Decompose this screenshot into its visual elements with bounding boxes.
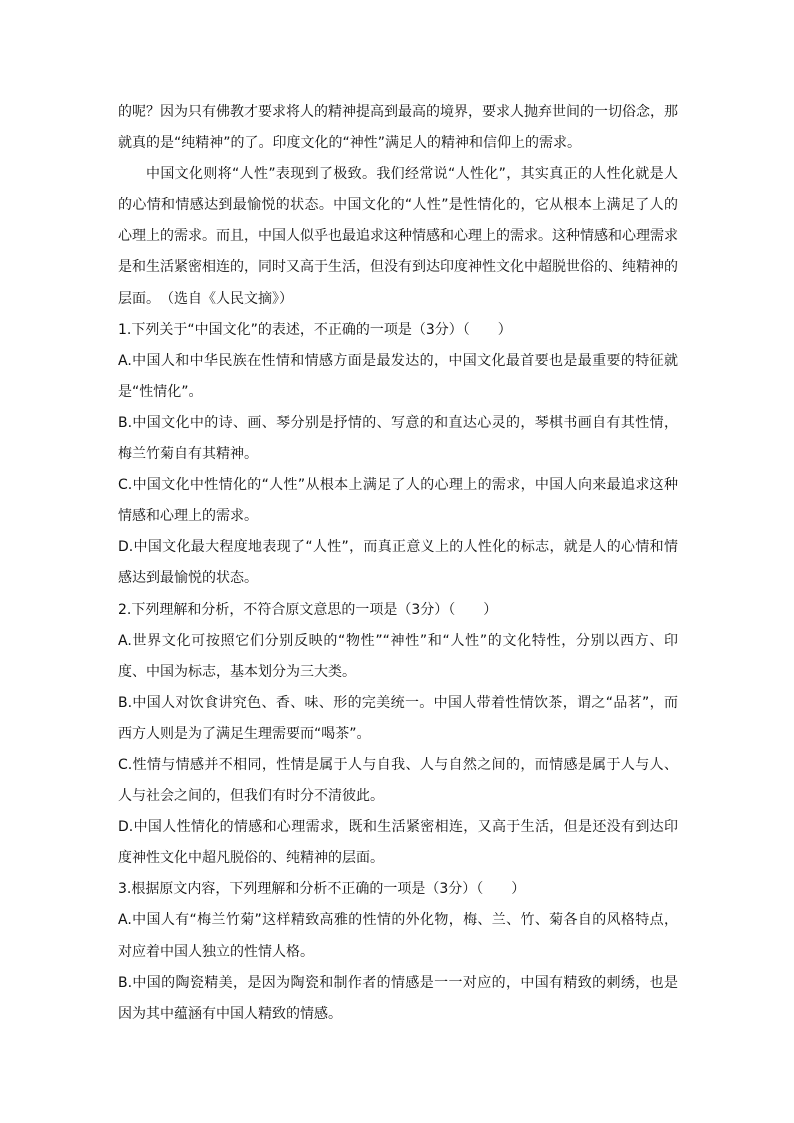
question-2-option-a: A.世界文化可按照它们分别反映的“物性”“神性”和“人性”的文化特性，分别以西方、印度、中国为标志，基本划分为三大类。 bbox=[118, 632, 678, 680]
passage-paragraph-2: 中国文化则将“人性”表现到了极致。我们经常说“人性化”，其实真正的人性化就是人的心情和情感达到最愉悦的状态。中国文化的“人性”是性情化的，它从根本上满足了人的心理上的需求。而且，中国人似乎也最追求这种情感和心理上的需求。这种情感和心理需求是和生活紧密相连的，同时又高于生活，但没有到达印度神性文化中超脱世俗的、纯精神的层面。 （选自《人民文摘》） bbox=[118, 166, 678, 307]
question-1-option-a: A.中国人和中华民族在性情和情感方面是最发达的，中国文化最首要也是最重要的特征就是“性情化”。 bbox=[118, 352, 678, 400]
question-1-option-b: B.中国文化中的诗、画、琴分别是抒情的、写意的和直达心灵的，琴棋书画自有其性情，梅兰竹菊自有其精神。 bbox=[118, 414, 678, 463]
question-3-option-b: B.中国的陶瓷精美，是因为陶瓷和制作者的情感是一一对应的，中国有精致的刺绣，也是因为其中蕴涵有中国人精致的情感。 bbox=[118, 974, 678, 1022]
question-3-stem: 3.根据原文内容，下列理解和分析不正确的一项是（3分）（ ） bbox=[118, 881, 526, 898]
question-2-option-b: B.中国人对饮食讲究色、香、味、形的完美统一。中国人带着性情饮茶，谓之“品茗”，而西方人则是为了满足生理需要而“喝茶”。 bbox=[118, 694, 678, 742]
question-2-stem: 2.下列理解和分析，不符合原文意思的一项是（3分）（ ） bbox=[118, 601, 498, 618]
document-body bbox=[118, 97, 678, 1030]
question-1-stem: 1.下列关于“中国文化”的表述，不正确的一项是（3分）（ ） bbox=[118, 321, 512, 338]
passage-paragraph-1: 的呢？因为只有佛教才要求将人的精神提高到最高的境界，要求人抛弃世间的一切俗念，那就真的是“纯精神”的了。印度文化的“神性”满足人的精神和信仰上的需求。 bbox=[118, 104, 678, 152]
question-1-option-d: D.中国文化最大程度地表现了“人性”，而真正意义上的人性化的标志，就是人的心情和情感达到最愉悦的状态。 bbox=[118, 539, 678, 587]
question-1-option-c: C.中国文化中性情化的“人性”从根本上满足了人的心理上的需求，中国人向来最追求这种情感和心理上的需求。 bbox=[118, 477, 678, 525]
question-2-option-d: D.中国人性情化的情感和心理需求，既和生活紧密相连，又高于生活，但是还没有到达印度神性文化中超凡脱俗的、纯精神的层面。 bbox=[118, 819, 678, 867]
question-3-option-a: A.中国人有“梅兰竹菊”这样精致高雅的性情的外化物，梅、兰、竹、菊各自的风格特点，对应着中国人独立的性情人格。 bbox=[118, 912, 678, 960]
question-2-option-c: C.性情与情感并不相同，性情是属于人与自我、人与自然之间的，而情感是属于人与人、人与社会之间的，但我们有时分不清彼此。 bbox=[118, 756, 678, 805]
